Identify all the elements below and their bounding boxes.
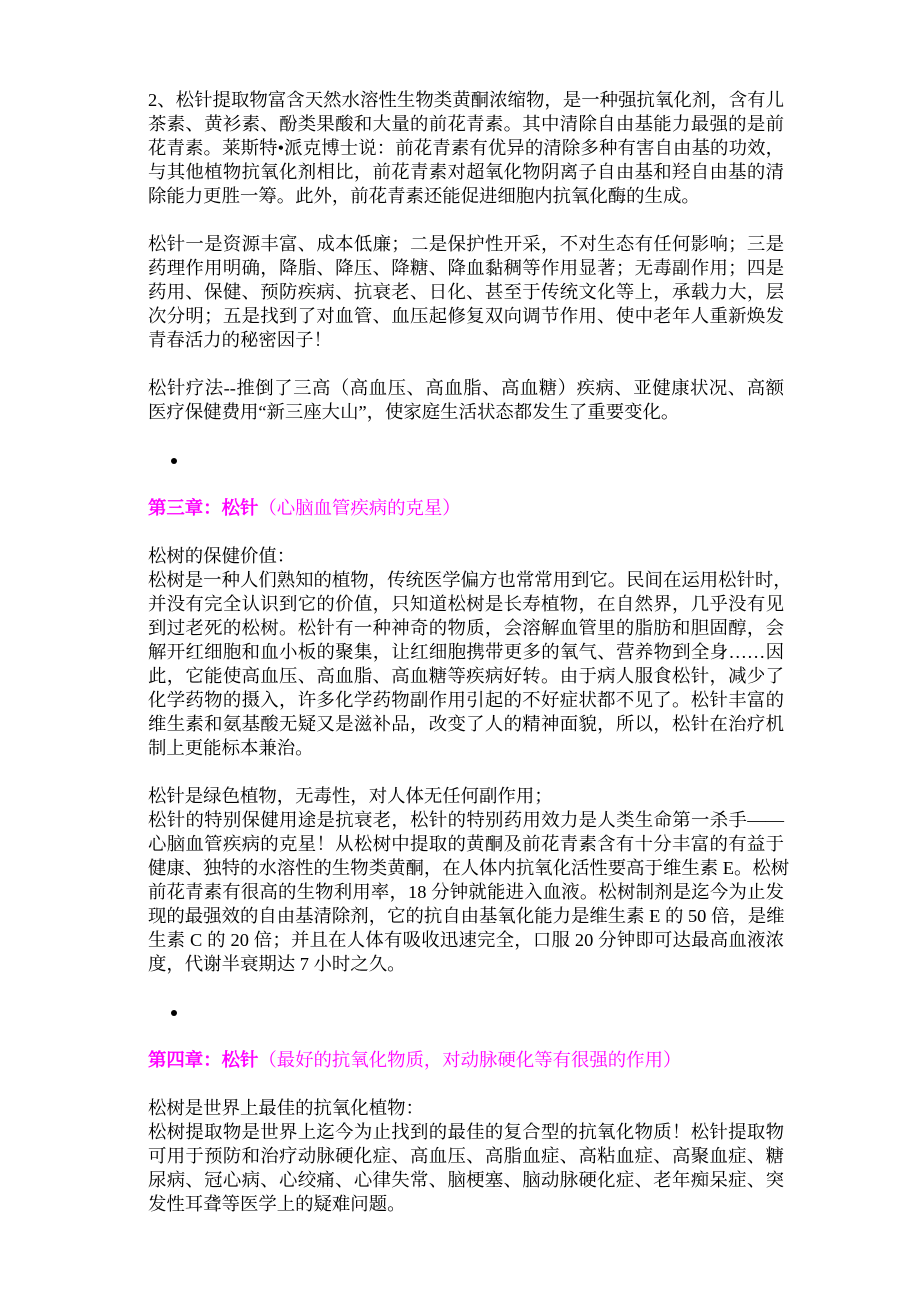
text-line: 松针疗法--推倒了三高（高血压、高血脂、高血糖）疾病、亚健康状况、高额 xyxy=(148,378,784,398)
text-line: 2、松针提取物富含天然水溶性生物类黄酮浓缩物，是一种强抗氧化剂，含有儿 xyxy=(148,90,784,110)
text-line: 除能力更胜一筹。此外，前花青素还能促进细胞内抗氧化酶的生成。 xyxy=(148,186,700,206)
text-line: 维生素和氨基酸无疑又是滋补品，改变了人的精神面貌，所以，松针在治疗机 xyxy=(148,714,784,734)
text-line: 茶素、黄衫素、酚类果酸和大量的前花青素。其中清除自由基能力最强的是前 xyxy=(148,114,784,134)
chapter-heading-title: 第三章：松针 xyxy=(148,498,259,518)
paragraph xyxy=(148,376,784,424)
text-line: 现的最强效的自由基清除剂，它的抗自由基氧化能力是维生素 E 的 50 倍，是维 xyxy=(148,906,785,926)
text-line: 与其他植物抗氧化剂相比，前花青素对超氧化物阴离子自由基和羟自由基的清 xyxy=(148,162,784,182)
text-line: 此，它能使高血压、高血脂、高血糖等疾病好转。由于病人服食松针，减少了 xyxy=(148,666,784,686)
text-line: 并没有完全认识到它的价值，只知道松树是长寿植物，在自然界，几乎没有见 xyxy=(148,594,784,614)
bullet-list-item xyxy=(148,1000,784,1024)
text-line: 松树是一种人们熟知的植物，传统医学偏方也常常用到它。民间在运用松针时， xyxy=(148,570,792,590)
bullet-marker-icon xyxy=(171,1010,177,1016)
chapter-heading xyxy=(148,496,784,520)
chapter-heading-subtitle: （最好的抗氧化物质，对动脉硬化等有很强的作用） xyxy=(258,1050,682,1070)
text-line: 到过老死的松树。松针有一种神奇的物质，会溶解血管里的脂肪和胆固醇，会 xyxy=(148,618,784,638)
paragraph xyxy=(148,544,792,760)
text-line: 化学药物的摄入，许多化学药物副作用引起的不好症状都不见了。松针丰富的 xyxy=(148,690,784,710)
text-line: 药理作用明确，降脂、降压、降糖、降血黏稠等作用显著；无毒副作用；四是 xyxy=(148,258,784,278)
bullet-marker-icon xyxy=(171,458,177,464)
text-line: 松针的特别保健用途是抗衰老，松针的特别药用效力是人类生命第一杀手—— xyxy=(148,810,784,830)
text-line: 松树提取物是世界上迄今为止找到的最佳的复合型的抗氧化物质！松针提取物 xyxy=(148,1122,784,1142)
text-line: 可用于预防和治疗动脉硬化症、高血压、高脂血症、高粘血症、高聚血症、糖 xyxy=(148,1146,784,1166)
text-line: 医疗保健费用“新三座大山”，使家庭生活状态都发生了重要变化。 xyxy=(148,402,680,422)
text-line: 松针一是资源丰富、成本低廉；二是保护性开采，不对生态有任何影响；三是 xyxy=(148,234,784,254)
text-line: 松树的保健价值： xyxy=(148,546,296,566)
paragraph xyxy=(148,1096,784,1216)
chapter-heading-title: 第四章：松针 xyxy=(148,1050,259,1070)
text-line: 解开红细胞和血小板的聚集，让红细胞携带更多的氧气、营养物到全身……因 xyxy=(148,642,784,662)
text-line: 前花青素有很高的生物利用率，18 分钟就能进入血液。松树制剂是迄今为止发 xyxy=(148,882,784,902)
text-line: 松树是世界上最佳的抗氧化植物： xyxy=(148,1098,424,1118)
text-line: 青春活力的秘密因子！ xyxy=(148,330,332,350)
paragraph xyxy=(148,784,790,976)
text-line: 心脑血管疾病的克星！从松树中提取的黄酮及前花青素含有十分丰富的有益于 xyxy=(148,834,784,854)
text-line: 松针是绿色植物，无毒性，对人体无任何副作用； xyxy=(148,786,553,806)
text-line: 度，代谢半衰期达 7 小时之久。 xyxy=(148,954,406,974)
text-line: 花青素。莱斯特•派克博士说：前花青素有优异的清除多种有害自由基的功效， xyxy=(148,138,784,158)
text-line: 次分明；五是找到了对血管、血压起修复双向调节作用、使中老年人重新焕发 xyxy=(148,306,784,326)
chapter-heading xyxy=(148,1048,784,1072)
text-line: 药用、保健、预防疾病、抗衰老、日化、甚至于传统文化等上，承载力大，层 xyxy=(148,282,784,302)
paragraph xyxy=(148,232,784,352)
text-line: 制上更能标本兼治。 xyxy=(148,738,314,758)
bullet-list-item xyxy=(148,448,784,472)
document-body xyxy=(148,88,792,1240)
text-line: 发性耳聋等医学上的疑难问题。 xyxy=(148,1194,406,1214)
text-line: 尿病、冠心病、心绞痛、心律失常、脑梗塞、脑动脉硬化症、老年痴呆症、突 xyxy=(148,1170,784,1190)
paragraph xyxy=(148,88,784,208)
text-line: 生素 C 的 20 倍；并且在人体有吸收迅速完全，口服 20 分钟即可达最高血液浓 xyxy=(148,930,784,950)
chapter-heading-subtitle: （心脑血管疾病的克星） xyxy=(258,498,461,518)
text-line: 健康、独特的水溶性的生物类黄酮，在人体内抗氧化活性要高于维生素 E。松树 xyxy=(148,858,790,878)
